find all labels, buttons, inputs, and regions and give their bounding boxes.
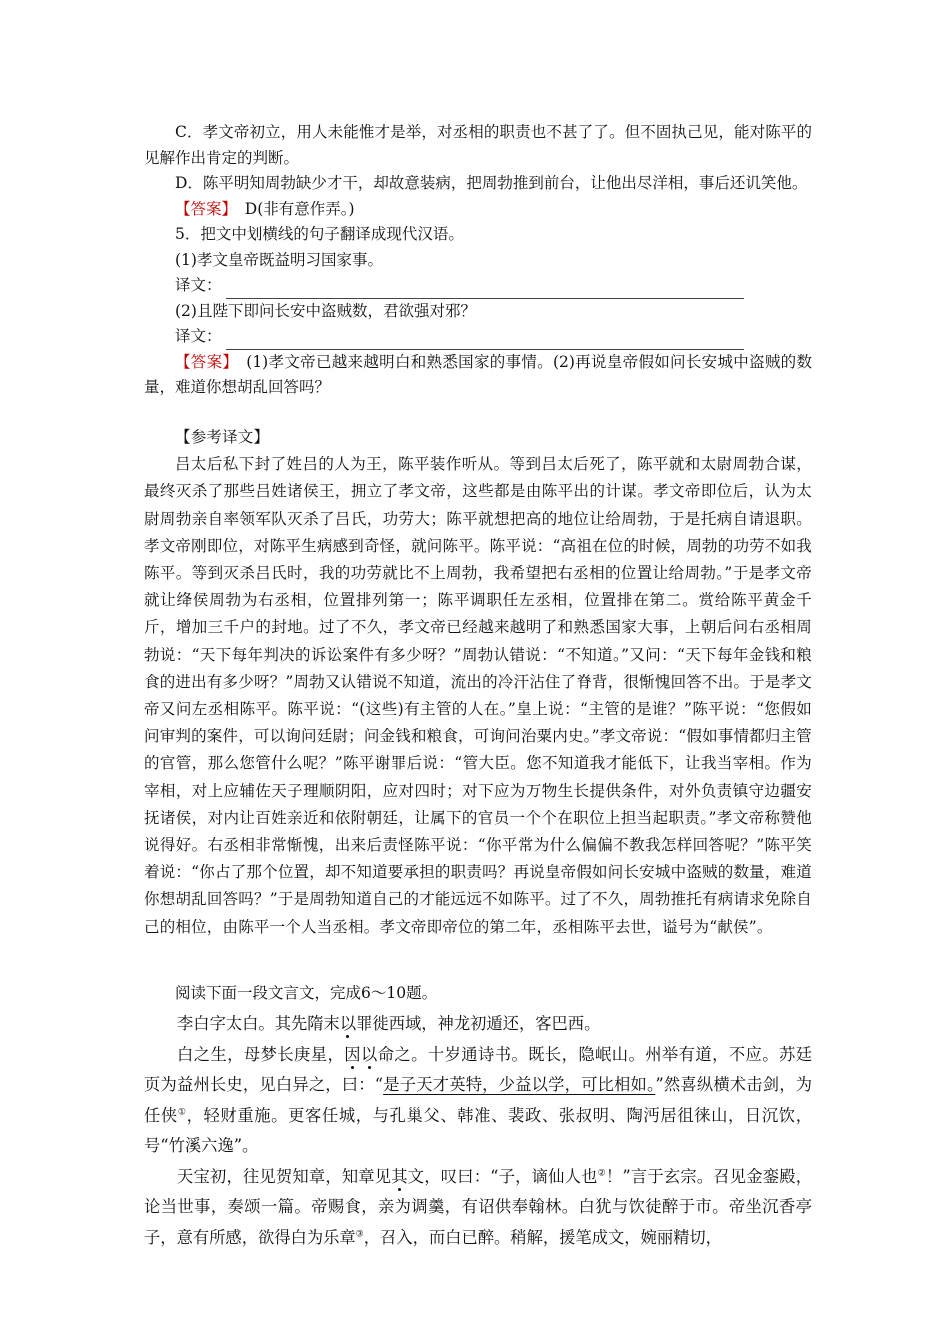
answer-blank[interactable] bbox=[226, 281, 744, 299]
q5-stem: 5．把文中划横线的句子翻译成现代汉语。 bbox=[175, 225, 464, 243]
translation-line-2 bbox=[144, 324, 812, 350]
footnote-marker: ② bbox=[597, 1168, 606, 1179]
reference-translation bbox=[144, 424, 812, 941]
q4-answer bbox=[144, 197, 812, 223]
footnote-marker: ① bbox=[177, 1107, 187, 1118]
passage-paragraph-3 bbox=[144, 1162, 812, 1254]
emphasis-char: 其 bbox=[391, 1166, 408, 1186]
translate-label: 译文： bbox=[175, 276, 222, 294]
underlined-sentence: 是子天才英特，少益以学，可比相如。 bbox=[383, 1075, 656, 1094]
passage-paragraph-2 bbox=[144, 1040, 812, 1162]
passage-paragraph-1 bbox=[144, 1009, 812, 1040]
reference-text: 吕太后私下封了姓吕的人为王，陈平装作听从。等到吕太后死了，陈平就和太尉周勃合谋，最终灭杀了那些吕姓诸侯王，拥立了孝文帝，这些都是由陈平出的计谋。孝文帝即位后，认为太尉周勃亲自率领军队灭杀了吕氏，功劳大；陈平就想把高的地位让给周勃，于是托病自请退职。孝文帝刚即位，对陈平生病感到奇怪，就问陈平。陈平说：“高祖在位的时候，周勃的功劳不如我陈平。等到灭杀吕氏时，我的功劳就比不上周勃，我希望把右丞相的位置让给周勃。”于是孝文帝就让绛侯周勃为右丞相，位置排列第一；陈平调职任左丞相，位置排在第二。赏给陈平黄金千斤，增加三千户的封地。过了不久，孝文帝已经越来越明了和熟悉国家大事，上朝后问右丞相周勃说：“天下每年判决的诉讼案件有多少呀？”周勃认错说：“不知道。”又问：“天下每年金钱和粮食的进出有多少呀？”周勃又认错说不知道，流出的冷汗沾住了脊背，很惭愧回答不出。于是孝文帝又问左丞相陈平。陈平说：“(这些)有主管的人在。”皇上说：“主管的是谁？”陈平说：“您假如问审判的案件，可以询问廷尉；问金钱和粮食，可询问治粟内史。”孝文帝说：“假如事情都归主管的官管，那么您管什么呢？”陈平谢罪后说：“管大臣。您不知道我才能低下，让我当宰相。作为宰相，对上应辅佐天子理顺阴阳，应对四时；对下应为万物生长提供条件，对外负责镇守边疆安抚诸侯，对内让百姓亲近和依附朝廷，让属下的官员一个个在职位上担当起职责。”孝文帝称赞他说得好。右丞相非常惭愧，出来后责怪陈平说：“你平常为什么偏偏不教我怎样回答呢？”陈平笑着说：“你占了那个位置，却不知道要承担的职责吗？再说皇帝假如问长安城中盗贼的数量，难道你想胡乱回答吗？”于是周勃知道自己的才能远远不如陈平。过了不久，周勃推托有病请求免除自己的相位，由陈平一个人当丞相。孝文帝即帝位的第二年，丞相陈平去世，谥号为“献侯”。 bbox=[144, 455, 812, 936]
question-section bbox=[144, 120, 812, 401]
emphasis-char: 以 bbox=[339, 1014, 357, 1033]
text-run: 天宝初，往见贺知章，知章见 bbox=[177, 1166, 392, 1186]
emphasis-char: 因 bbox=[344, 1044, 361, 1064]
answer-label: 【答案】 bbox=[175, 352, 231, 371]
answer-text: (1)孝文帝已越来越明白和熟悉国家的事情。(2)再说皇帝假如问长安城中盗贼的数量，难道你想胡乱回答吗？ bbox=[144, 352, 812, 396]
translate-label: 译文： bbox=[175, 327, 222, 345]
text-run: 白之生，母梦长庚星， bbox=[177, 1044, 345, 1064]
text-run: ”然喜纵横术击剑，为任侠 bbox=[144, 1075, 813, 1125]
text-run: 命之。十岁通诗书。既长，隐岷山。州举有道，不应。苏廷页为益州长史，见白异之，曰：“ bbox=[144, 1044, 812, 1094]
reading-instruction: 阅读下面一段文言文，完成6～10题。 bbox=[175, 984, 438, 1002]
footnote-marker: ③ bbox=[355, 1229, 364, 1240]
option-d: D．陈平明知周勃缺少才干，却故意装病，把周勃推到前台，让他出尽洋相，事后还讥笑他。 bbox=[175, 174, 808, 192]
text-run: ，召入，而白已醉。稍解，援笔成文，婉丽精切， bbox=[363, 1227, 722, 1247]
text-run: ，轻财重施。更客任城，与孔巢父、韩准、裴政、张叔明、陶沔居徂徕山，日沉饮，号“竹溪六逸”。 bbox=[144, 1105, 812, 1155]
answer-text: D(非有意作弄。) bbox=[229, 199, 355, 218]
reference-heading: 【参考译文】 bbox=[175, 428, 270, 446]
text-run: 李白字太白。其先隋末 bbox=[177, 1014, 340, 1033]
translation-line-1 bbox=[144, 273, 812, 299]
text-run: 文，叹曰：“子，谪仙人也 bbox=[407, 1166, 598, 1186]
answer-label: 【答案】 bbox=[175, 199, 230, 218]
classical-passage bbox=[144, 1009, 812, 1253]
emphasis-char: 以 bbox=[360, 1044, 378, 1064]
option-c: C．孝文帝初立，用人未能惟才是举，对丞相的职责也不甚了了。但不固执己见，能对陈平的见解作出肯定的判断。 bbox=[144, 123, 812, 167]
text-run: ！”言于玄宗。召见金銮殿，论当世事，奏颂一篇。帝赐食，亲为调羹，有诏供奉翰林。白犹与饮徒醉于市。帝坐沉香亭子，意有所感，欲得白为乐章 bbox=[144, 1166, 812, 1247]
answer-blank[interactable] bbox=[226, 332, 744, 350]
q5-answer bbox=[144, 350, 812, 401]
text-run: 罪徙西域，神龙初遁还，客巴西。 bbox=[356, 1014, 601, 1033]
q5-item-1: (1)孝文皇帝既益明习国家事。 bbox=[175, 250, 383, 269]
q5-item-2: (2)且陛下即问长安中盗贼数，君欲强对邪？ bbox=[175, 301, 476, 320]
next-instruction-block bbox=[144, 980, 812, 1007]
